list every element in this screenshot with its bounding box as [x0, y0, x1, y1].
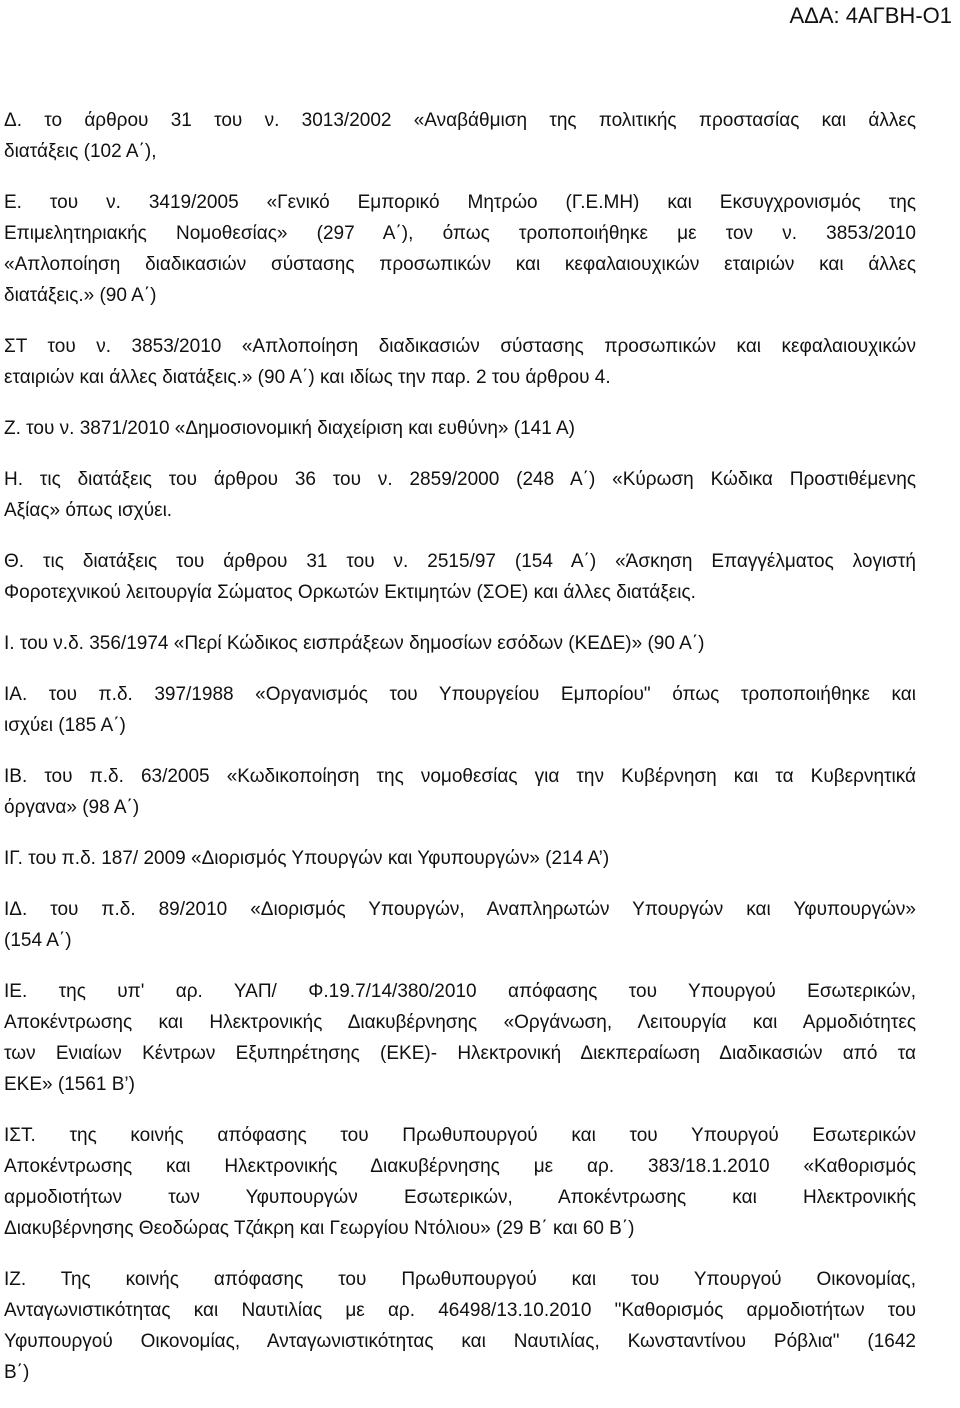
- text-line: Ε. του ν. 3419/2005 «Γενικό Εμπορικό Μητρώο (Γ.Ε.ΜΗ) και Εκσυγχρονισμός της: [4, 192, 916, 213]
- text-line: όργανα» (98 Α΄): [4, 797, 140, 818]
- text-line: ΙΔ. του π.δ. 89/2010 «Διορισμός Υπουργών, Αναπληρωτών Υπουργών και Υφυπουργών»: [4, 899, 916, 920]
- clause-st: [4, 331, 916, 393]
- clause-ist: [4, 1120, 916, 1244]
- text-line: Φοροτεχνικού λειτουργία Σώματος Ορκωτών Εκτιμητών (ΣΟΕ) και άλλες διατάξεις.: [4, 582, 696, 603]
- text-line: (154 Α΄): [4, 930, 72, 951]
- clause-iz: [4, 1264, 916, 1388]
- text-line: Δ. το άρθρου 31 του ν. 3013/2002 «Αναβάθμιση της πολιτικής προστασίας και άλλες: [4, 110, 916, 131]
- text-line: Αξίας» όπως ισχύει.: [4, 500, 173, 521]
- clause-eta: [4, 464, 916, 526]
- clause-ie: [4, 976, 916, 1100]
- text-line: διατάξεις.» (90 Α΄): [4, 285, 157, 306]
- text-line: ΙΓ. του π.δ. 187/ 2009 «Διορισμός Υπουργών και Υφυπουργών» (214 Α’): [4, 848, 610, 869]
- text-line: Αποκέντρωσης και Ηλεκτρονικής Διακυβέρνησης «Οργάνωση, Λειτουργία και Αρμοδιότητες: [4, 1012, 916, 1033]
- text-line: εταιριών και άλλες διατάξεις.» (90 Α΄) και ιδίως την παρ. 2 του άρθρου 4.: [4, 367, 611, 388]
- clause-ib: [4, 761, 916, 823]
- text-line: Ανταγωνιστικότητας και Ναυτιλίας με αρ. 46498/13.10.2010 "Καθορισμός αρμοδιοτήτων του: [4, 1300, 916, 1321]
- text-line: ισχύει (185 Α΄): [4, 715, 126, 736]
- text-line: των Ενιαίων Κέντρων Εξυπηρέτησης (ΕΚΕ)- Ηλεκτρονική Διεκπεραίωση Διαδικασιών από τα: [4, 1043, 916, 1064]
- text-line: Επιμελητηριακής Νομοθεσίας» (297 Α΄), όπως τροποποιήθηκε με τον ν. 3853/2010: [4, 223, 916, 244]
- text-line: Υφυπουργού Οικονομίας, Ανταγωνιστικότητας και Ναυτιλίας, Κωνσταντίνου Ρόβλια" (1642: [4, 1331, 916, 1352]
- text-line: ΣΤ του ν. 3853/2010 «Απλοποίηση διαδικασιών σύστασης προσωπικών και κεφαλαιουχικών: [4, 336, 916, 357]
- clause-ig: [4, 843, 916, 874]
- clause-theta: [4, 546, 916, 608]
- text-line: Ι. του ν.δ. 356/1974 «Περί Κώδικος εισπράξεων δημοσίων εσόδων (ΚΕΔΕ)» (90 Α΄): [4, 633, 705, 654]
- text-line: ΙΒ. του π.δ. 63/2005 «Κωδικοποίηση της νομοθεσίας για την Κυβέρνηση και τα Κυβερνητικά: [4, 766, 916, 787]
- ada-code-header: ΑΔΑ: 4ΑΓΒΗ-Ο1: [789, 3, 952, 28]
- text-line: ΕΚΕ» (1561 Β’): [4, 1074, 135, 1095]
- text-line: αρμοδιοτήτων των Υφυπουργών Εσωτερικών, Αποκέντρωσης και Ηλεκτρονικής: [4, 1187, 916, 1208]
- text-line: «Απλοποίηση διαδικασιών σύστασης προσωπικών και κεφαλαιουχικών εταιριών και άλλες: [4, 254, 916, 275]
- clause-epsilon: [4, 187, 916, 311]
- text-line: Θ. τις διατάξεις του άρθρου 31 του ν. 2515/97 (154 Α΄) «Άσκηση Επαγγέλματος λογιστή: [4, 551, 916, 572]
- document-body: [4, 105, 916, 1408]
- text-line: Ζ. του ν. 3871/2010 «Δημοσιονομική διαχείριση και ευθύνη» (141 Α): [4, 418, 576, 439]
- text-line: ΙΖ. Της κοινής απόφασης του Πρωθυπουργού και του Υπουργού Οικονομίας,: [4, 1269, 916, 1290]
- clause-zeta: [4, 413, 916, 444]
- text-line: Αποκέντρωσης και Ηλεκτρονικής Διακυβέρνησης με αρ. 383/18.1.2010 «Καθορισμός: [4, 1156, 916, 1177]
- text-line: ΙΕ. της υπ' αρ. ΥΑΠ/ Φ.19.7/14/380/2010 απόφασης του Υπουργού Εσωτερικών,: [4, 981, 916, 1002]
- text-line: Η. τις διατάξεις του άρθρου 36 του ν. 2859/2000 (248 Α΄) «Κύρωση Κώδικα Προστιθέμενης: [4, 469, 916, 490]
- text-line: ΙΣΤ. της κοινής απόφασης του Πρωθυπουργού και του Υπουργού Εσωτερικών: [4, 1125, 916, 1146]
- text-line: διατάξεις (102 Α΄),: [4, 141, 157, 162]
- text-line: Β΄): [4, 1362, 30, 1383]
- clause-iota: [4, 628, 916, 659]
- clause-id: [4, 894, 916, 956]
- text-line: Διακυβέρνησης Θεοδώρας Τζάκρη και Γεωργίου Ντόλιου» (29 Β΄ και 60 Β΄): [4, 1218, 635, 1239]
- clause-delta: [4, 105, 916, 167]
- text-line: ΙΑ. του π.δ. 397/1988 «Οργανισμός του Υπουργείου Εμπορίου" όπως τροποποιήθηκε και: [4, 684, 916, 705]
- clause-ia: [4, 679, 916, 741]
